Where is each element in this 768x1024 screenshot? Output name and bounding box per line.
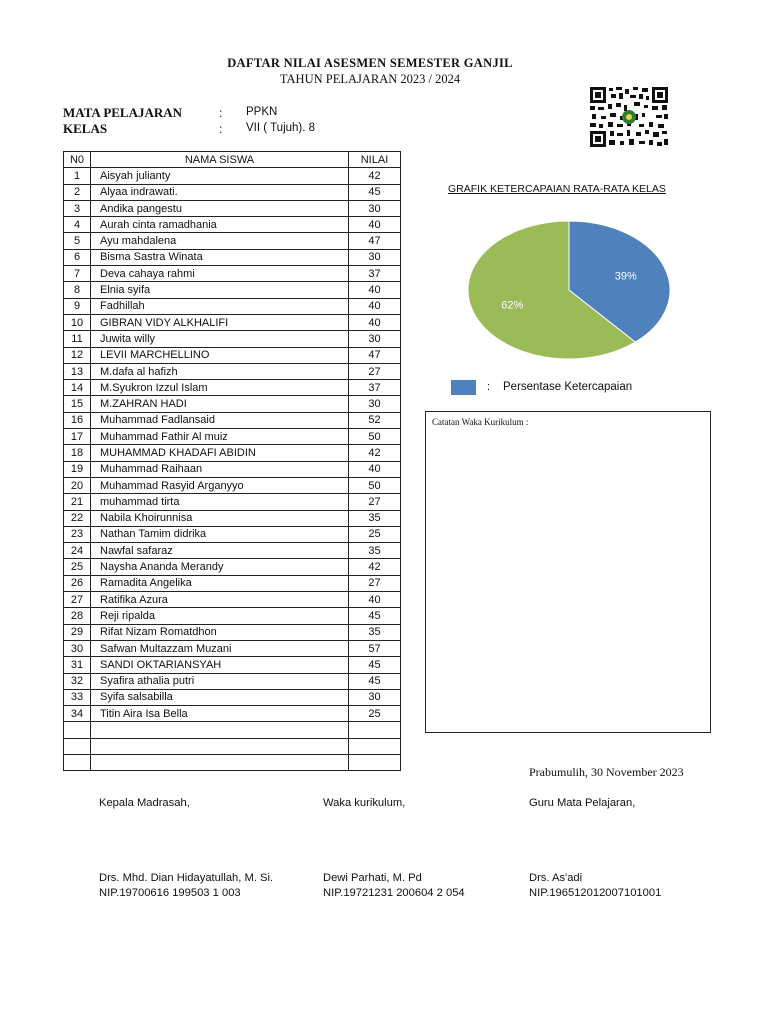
student-score xyxy=(349,738,401,754)
row-number: 34 xyxy=(64,706,91,722)
subject-colon: : xyxy=(219,106,223,120)
student-score: 57 xyxy=(349,640,401,656)
student-name: Rifat Nizam Romatdhon xyxy=(91,624,349,640)
table-row xyxy=(64,314,401,330)
subject-label: MATA PELAJARAN xyxy=(63,105,183,120)
student-score: 50 xyxy=(349,429,401,445)
student-name: Nawfal safaraz xyxy=(91,543,349,559)
student-score: 35 xyxy=(349,543,401,559)
row-number: 33 xyxy=(64,689,91,705)
row-number: 3 xyxy=(64,200,91,216)
student-name xyxy=(91,754,349,770)
student-score: 40 xyxy=(349,461,401,477)
table-row xyxy=(64,689,401,705)
class-label: KELAS xyxy=(63,121,108,136)
student-name: Elnia syifa xyxy=(91,282,349,298)
student-name: Ayu mahdalena xyxy=(91,233,349,249)
row-number: 21 xyxy=(64,494,91,510)
student-name: M.dafa al hafizh xyxy=(91,363,349,379)
row-number: 26 xyxy=(64,575,91,591)
table-row xyxy=(64,347,401,363)
student-name: Syifa salsabilla xyxy=(91,689,349,705)
legend-swatch xyxy=(451,380,476,395)
student-name: Alyaa indrawati. xyxy=(91,184,349,200)
student-score: 40 xyxy=(349,314,401,330)
student-name: Naysha Ananda Merandy xyxy=(91,559,349,575)
student-score: 30 xyxy=(349,200,401,216)
table-row xyxy=(64,396,401,412)
student-name: SANDI OKTARIANSYAH xyxy=(91,657,349,673)
row-number: 23 xyxy=(64,526,91,542)
row-number: 25 xyxy=(64,559,91,575)
table-row xyxy=(64,445,401,461)
student-name: Bisma Sastra Winata xyxy=(91,249,349,265)
student-score: 45 xyxy=(349,673,401,689)
vice-curriculum-name: Dewi Parhati, M. Pd xyxy=(323,872,422,884)
table-row xyxy=(64,494,401,510)
student-name: muhammad tirta xyxy=(91,494,349,510)
student-score: 45 xyxy=(349,657,401,673)
place-date: Prabumulih, 30 November 2023 xyxy=(529,765,684,779)
table-row xyxy=(64,477,401,493)
student-name: Safwan Multazzam Muzani xyxy=(91,640,349,656)
table-row xyxy=(64,249,401,265)
student-name: M.Syukron Izzul Islam xyxy=(91,380,349,396)
row-number: 28 xyxy=(64,608,91,624)
table-row xyxy=(64,200,401,216)
table-row xyxy=(64,575,401,591)
student-score: 27 xyxy=(349,575,401,591)
class-value: VII ( Tujuh). 8 xyxy=(246,122,316,134)
student-name: Deva cahaya rahmi xyxy=(91,266,349,282)
student-name xyxy=(91,738,349,754)
row-number: 6 xyxy=(64,249,91,265)
document-subtitle: TAHUN PELAJARAN 2023 / 2024 xyxy=(279,72,461,86)
notes-box xyxy=(425,411,711,733)
student-name: Muhammad Fathir Al muiz xyxy=(91,429,349,445)
legend-label: Persentase Ketercapaian xyxy=(503,381,633,393)
row-number: 22 xyxy=(64,510,91,526)
row-number: 9 xyxy=(64,298,91,314)
table-row xyxy=(64,722,401,738)
row-number: 14 xyxy=(64,380,91,396)
row-number: 13 xyxy=(64,363,91,379)
student-score: 35 xyxy=(349,624,401,640)
chart-title: GRAFIK KETERCAPAIAN RATA-RATA KELAS xyxy=(448,183,666,195)
row-number: 11 xyxy=(64,331,91,347)
student-name: Ramadita Angelika xyxy=(91,575,349,591)
table-row xyxy=(64,510,401,526)
student-score: 40 xyxy=(349,298,401,314)
principal-name: Drs. Mhd. Dian Hidayatullah, M. Si. xyxy=(99,872,274,884)
table-row xyxy=(64,298,401,314)
table-row xyxy=(64,738,401,754)
row-number xyxy=(64,754,91,770)
row-number: 32 xyxy=(64,673,91,689)
table-row xyxy=(64,706,401,722)
table-row xyxy=(64,640,401,656)
table-row xyxy=(64,592,401,608)
header-no: N0 xyxy=(64,152,91,168)
student-name xyxy=(91,722,349,738)
row-number xyxy=(64,722,91,738)
student-name: Syafira athalia putri xyxy=(91,673,349,689)
row-number: 12 xyxy=(64,347,91,363)
row-number: 5 xyxy=(64,233,91,249)
document-title: DAFTAR NILAI ASESMEN SEMESTER GANJIL xyxy=(227,56,513,70)
student-score: 37 xyxy=(349,266,401,282)
principal-nip: NIP.19700616 199503 1 003 xyxy=(99,887,241,899)
table-row xyxy=(64,412,401,428)
student-score: 40 xyxy=(349,282,401,298)
row-number: 1 xyxy=(64,168,91,184)
row-number: 27 xyxy=(64,592,91,608)
student-name: Nathan Tamim didrika xyxy=(91,526,349,542)
student-score: 45 xyxy=(349,608,401,624)
student-score xyxy=(349,722,401,738)
student-name: Muhammad Fadlansaid xyxy=(91,412,349,428)
student-score: 25 xyxy=(349,526,401,542)
class-colon: : xyxy=(219,122,223,136)
row-number: 16 xyxy=(64,412,91,428)
student-name: M.ZAHRAN HADI xyxy=(91,396,349,412)
student-score: 40 xyxy=(349,592,401,608)
table-row xyxy=(64,624,401,640)
row-number: 24 xyxy=(64,543,91,559)
table-row xyxy=(64,380,401,396)
student-score: 30 xyxy=(349,396,401,412)
row-number: 4 xyxy=(64,217,91,233)
row-number: 17 xyxy=(64,429,91,445)
teacher-name: Drs. As'adi xyxy=(529,872,583,884)
table-row xyxy=(64,331,401,347)
student-score: 27 xyxy=(349,494,401,510)
table-row xyxy=(64,461,401,477)
table-row xyxy=(64,266,401,282)
student-score: 30 xyxy=(349,249,401,265)
grades-table xyxy=(63,151,401,771)
subject-value: PPKN xyxy=(246,106,278,118)
row-number: 19 xyxy=(64,461,91,477)
student-name: Muhammad Rasyid Arganyyo xyxy=(91,477,349,493)
student-name: GIBRAN VIDY ALKHALIFI xyxy=(91,314,349,330)
teacher-nip: NIP.196512012007101001 xyxy=(529,887,662,899)
student-score: 35 xyxy=(349,510,401,526)
table-row xyxy=(64,282,401,298)
legend-colon: : xyxy=(487,381,491,393)
student-score: 30 xyxy=(349,331,401,347)
student-name: Muhammad Raihaan xyxy=(91,461,349,477)
student-score: 47 xyxy=(349,347,401,363)
table-row xyxy=(64,754,401,770)
student-name: Nabila Khoirunnisa xyxy=(91,510,349,526)
student-name: Fadhillah xyxy=(91,298,349,314)
student-score: 50 xyxy=(349,477,401,493)
table-row xyxy=(64,363,401,379)
student-score: 25 xyxy=(349,706,401,722)
student-name: Titin Aira Isa Bella xyxy=(91,706,349,722)
row-number xyxy=(64,738,91,754)
pie-slice-label: 62% xyxy=(501,299,524,312)
student-name: LEVII MARCHELLINO xyxy=(91,347,349,363)
student-score: 45 xyxy=(349,184,401,200)
row-number: 2 xyxy=(64,184,91,200)
teacher-role: Guru Mata Pelajaran, xyxy=(529,797,636,809)
row-number: 18 xyxy=(64,445,91,461)
table-row xyxy=(64,184,401,200)
row-number: 30 xyxy=(64,640,91,656)
row-number: 8 xyxy=(64,282,91,298)
table-header-row xyxy=(64,152,401,168)
table-row xyxy=(64,559,401,575)
student-name: MUHAMMAD KHADAFI ABIDIN xyxy=(91,445,349,461)
principal-role: Kepala Madrasah, xyxy=(99,797,190,809)
table-row xyxy=(64,168,401,184)
table-row xyxy=(64,608,401,624)
table-row xyxy=(64,233,401,249)
pie-slice-label: 39% xyxy=(614,270,637,283)
header-name: NAMA SISWA xyxy=(91,152,349,168)
student-score: 52 xyxy=(349,412,401,428)
row-number: 7 xyxy=(64,266,91,282)
vice-curriculum-nip: NIP.19721231 200604 2 054 xyxy=(323,887,465,899)
table-row xyxy=(64,673,401,689)
table-row xyxy=(64,526,401,542)
row-number: 10 xyxy=(64,314,91,330)
student-name: Juwita willy xyxy=(91,331,349,347)
student-name: Reji ripalda xyxy=(91,608,349,624)
notes-label: Catatan Waka Kurikulum : xyxy=(432,417,529,427)
student-score: 47 xyxy=(349,233,401,249)
vice-curriculum-role: Waka kurikulum, xyxy=(323,797,406,809)
row-number: 20 xyxy=(64,477,91,493)
student-score: 37 xyxy=(349,380,401,396)
student-score xyxy=(349,754,401,770)
qr-code-icon xyxy=(589,86,669,148)
student-score: 40 xyxy=(349,217,401,233)
table-row xyxy=(64,217,401,233)
student-name: Aurah cinta ramadhania xyxy=(91,217,349,233)
student-name: Andika pangestu xyxy=(91,200,349,216)
row-number: 15 xyxy=(64,396,91,412)
student-score: 42 xyxy=(349,168,401,184)
table-row xyxy=(64,543,401,559)
table-row xyxy=(64,429,401,445)
student-score: 30 xyxy=(349,689,401,705)
row-number: 29 xyxy=(64,624,91,640)
table-row xyxy=(64,657,401,673)
student-name: Aisyah julianty xyxy=(91,168,349,184)
student-name: Ratifika Azura xyxy=(91,592,349,608)
student-score: 42 xyxy=(349,445,401,461)
row-number: 31 xyxy=(64,657,91,673)
header-score: NILAI xyxy=(349,152,401,168)
student-score: 27 xyxy=(349,363,401,379)
student-score: 42 xyxy=(349,559,401,575)
pie-chart xyxy=(460,203,680,378)
